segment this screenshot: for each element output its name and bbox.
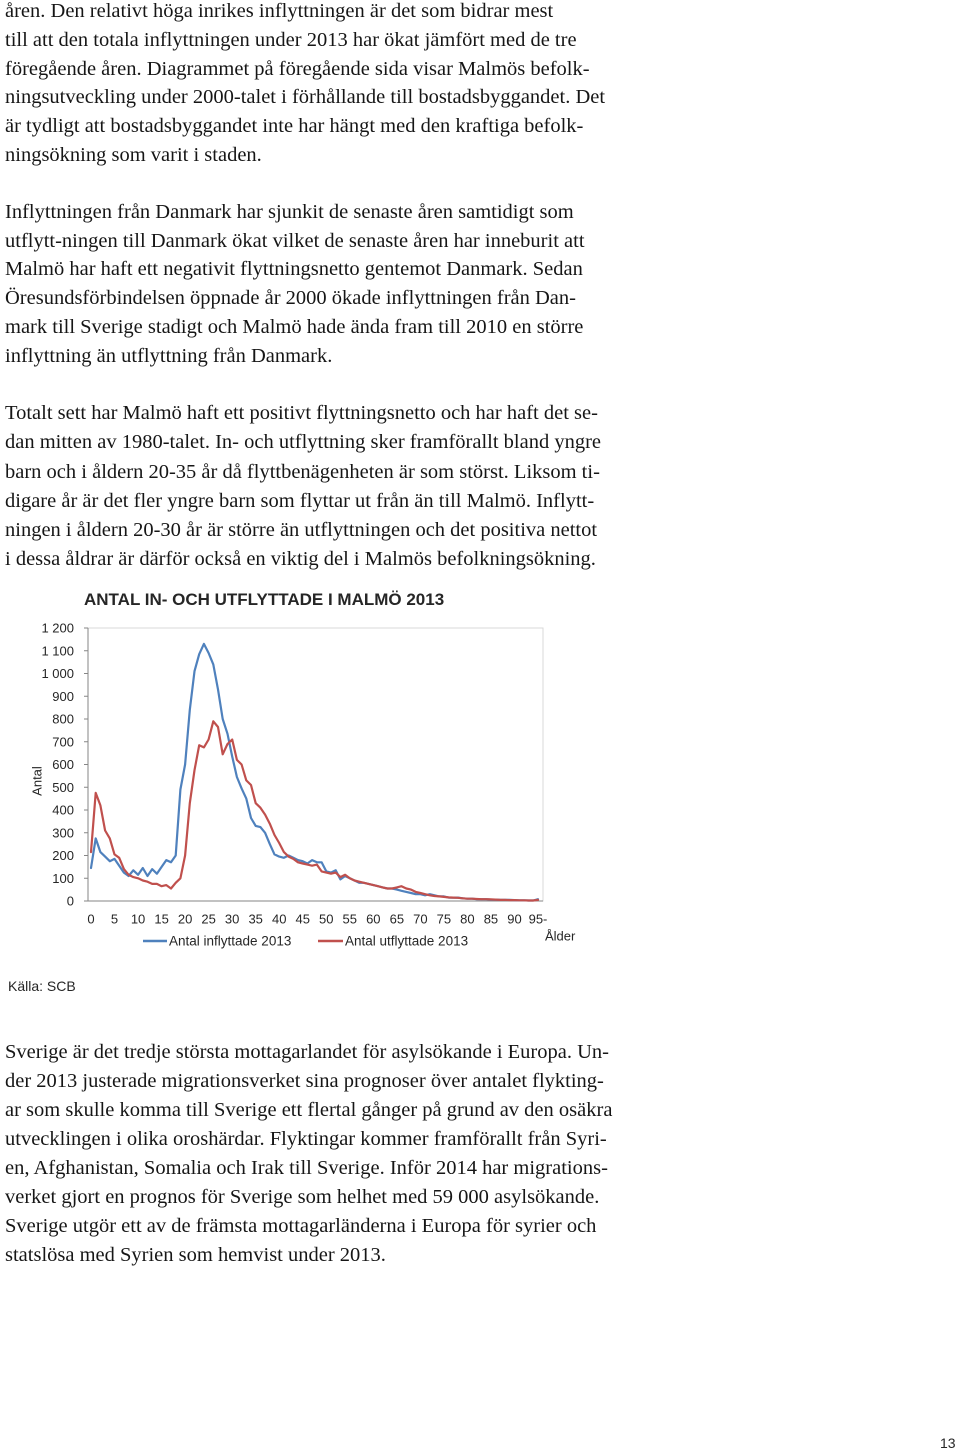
x-tick-label: 0 [87, 911, 95, 927]
y-tick-label: 900 [52, 688, 74, 704]
y-tick-label: 800 [52, 711, 74, 727]
x-tick-label: 60 [366, 911, 381, 927]
text-line: inflyttning än utflyttning från Danmark. [5, 344, 333, 367]
x-tick-label: 65 [389, 911, 405, 927]
y-tick-label: 1 200 [41, 620, 74, 636]
y-tick-label: 0 [66, 893, 74, 909]
source-note: Källa: SCB [8, 978, 76, 994]
paragraph-inflyttning-summary [5, 0, 625, 170]
y-axis-label: Antal [29, 766, 45, 796]
text-line: ar som skulle komma till Sverige ett flertal gånger på grund av den osäkra [5, 1099, 613, 1121]
text-line: Inflyttningen från Danmark har sjunkit de senaste åren samtidigt som [5, 201, 574, 223]
text-line: åren. Den relativt höga inrikes inflyttningen är det som bidrar mest [5, 0, 554, 22]
plot-area [88, 628, 543, 901]
text-line: Sverige utgör ett av de främsta mottagarländerna i Europa för syrier och [5, 1215, 597, 1237]
series-line-1 [91, 644, 538, 901]
chart-title: ANTAL IN- OCH UTFLYTTADE I MALMÖ 2013 [84, 590, 445, 609]
text-line: Sverige är det tredje största mottagarlandet för asylsökande i Europa. Un- [5, 1041, 609, 1063]
y-tick-label: 700 [52, 734, 74, 750]
text-line: barn och i åldern 20-35 år då flyttbenägenheten är som störst. Liksom ti- [5, 460, 600, 483]
page-number: 13 [940, 1435, 956, 1451]
x-tick-label: 70 [413, 911, 428, 927]
y-tick-label: 1 000 [41, 666, 74, 682]
text-line: i dessa åldrar är därför också en viktig del i Malmös befolkningsökning. [5, 548, 596, 571]
x-tick-label: 55 [342, 911, 358, 927]
x-tick-label: 40 [271, 911, 287, 927]
x-tick-label: 30 [224, 911, 240, 927]
plot-layer [41, 621, 547, 927]
paragraph-flyttningsnetto [5, 399, 625, 575]
x-tick-label: 50 [319, 911, 334, 927]
y-tick-label: 100 [52, 870, 74, 886]
text-line: till att den totala inflyttningen under 2013 har ökat jämfört med de tre [5, 28, 577, 51]
x-tick-label: 20 [177, 911, 193, 927]
legend [143, 934, 468, 949]
y-tick-label: 1 100 [41, 643, 74, 659]
text-line: Malmö har haft ett negativit flyttningsnetto gentemot Danmark. Sedan [5, 258, 583, 281]
legend-label-inflyttade: Antal inflyttade 2013 [169, 933, 292, 949]
y-tick-label: 200 [52, 848, 74, 864]
text-line: ningen i åldern 20-30 år är större än utflyttningen och det positiva nettot [5, 519, 598, 542]
text-line: verket gjort en prognos för Sverige som helhet med 59 000 asylsökande. [5, 1186, 600, 1208]
x-tick-label: 25 [201, 911, 216, 927]
text-line: ningsutveckling under 2000-talet i förhållande till bostadsbyggandet. Det [5, 86, 606, 109]
x-tick-label: 45 [295, 911, 310, 927]
x-tick-label: 90 [507, 911, 522, 927]
paragraph-asylsokande [5, 1038, 625, 1270]
x-tick-label: 95- [528, 911, 548, 927]
text-line: mark till Sverige stadigt och Malmö hade ända fram till 2010 en större [5, 315, 584, 338]
text-line: Öresundsförbindelsen öppnade år 2000 ökade inflyttningen från Dan- [5, 287, 576, 310]
text-line: utflytt-ningen till Danmark ökat vilket de senaste åren har inneburit att [5, 229, 585, 252]
text-line: dan mitten av 1980-talet. In- och utflyttning sker framförallt bland yngre [5, 431, 602, 454]
text-line: Totalt sett har Malmö haft ett positivt flyttningsnetto och har haft det se- [5, 402, 598, 424]
x-tick-label: 85 [483, 911, 499, 927]
x-axis-label: Ålder [545, 928, 576, 944]
paragraph-danmark [5, 198, 625, 370]
text-line: föregående åren. Diagrammet på föregående sida visar Malmös befolk- [5, 57, 590, 80]
x-tick-label: 5 [110, 911, 119, 927]
y-tick-label: 300 [52, 825, 74, 841]
text-line: utvecklingen i olika oroshärdar. Flyktingar kommer framförallt från Syri- [5, 1128, 607, 1150]
text-line: statslösa med Syrien som hemvist under 2013. [5, 1244, 386, 1266]
x-tick-label: 75 [436, 911, 452, 927]
x-tick-label: 35 [248, 911, 263, 927]
chart-canvas [0, 580, 600, 960]
x-tick-label: 15 [154, 911, 169, 927]
x-tick-label: 10 [130, 911, 146, 927]
y-tick-label: 600 [52, 757, 74, 773]
x-tick-label: 80 [460, 911, 475, 927]
text-line: är tydligt att bostadsbyggandet inte har hängt med den kraftiga befolk- [5, 115, 584, 138]
text-line: der 2013 justerade migrationsverket sina prognoser över antalet flykting- [5, 1070, 604, 1092]
legend-label-utflyttade: Antal utflyttade 2013 [345, 933, 469, 949]
y-tick-label: 500 [52, 779, 74, 795]
text-line: ningsökning som varit i staden. [5, 143, 262, 166]
y-tick-label: 400 [52, 802, 74, 818]
text-line: en, Afghanistan, Somalia och Irak till Sverige. Inför 2014 har migrations- [5, 1157, 608, 1179]
text-line: digare år är det fler yngre barn som flyttar ut från än till Malmö. Inflytt- [5, 489, 595, 512]
